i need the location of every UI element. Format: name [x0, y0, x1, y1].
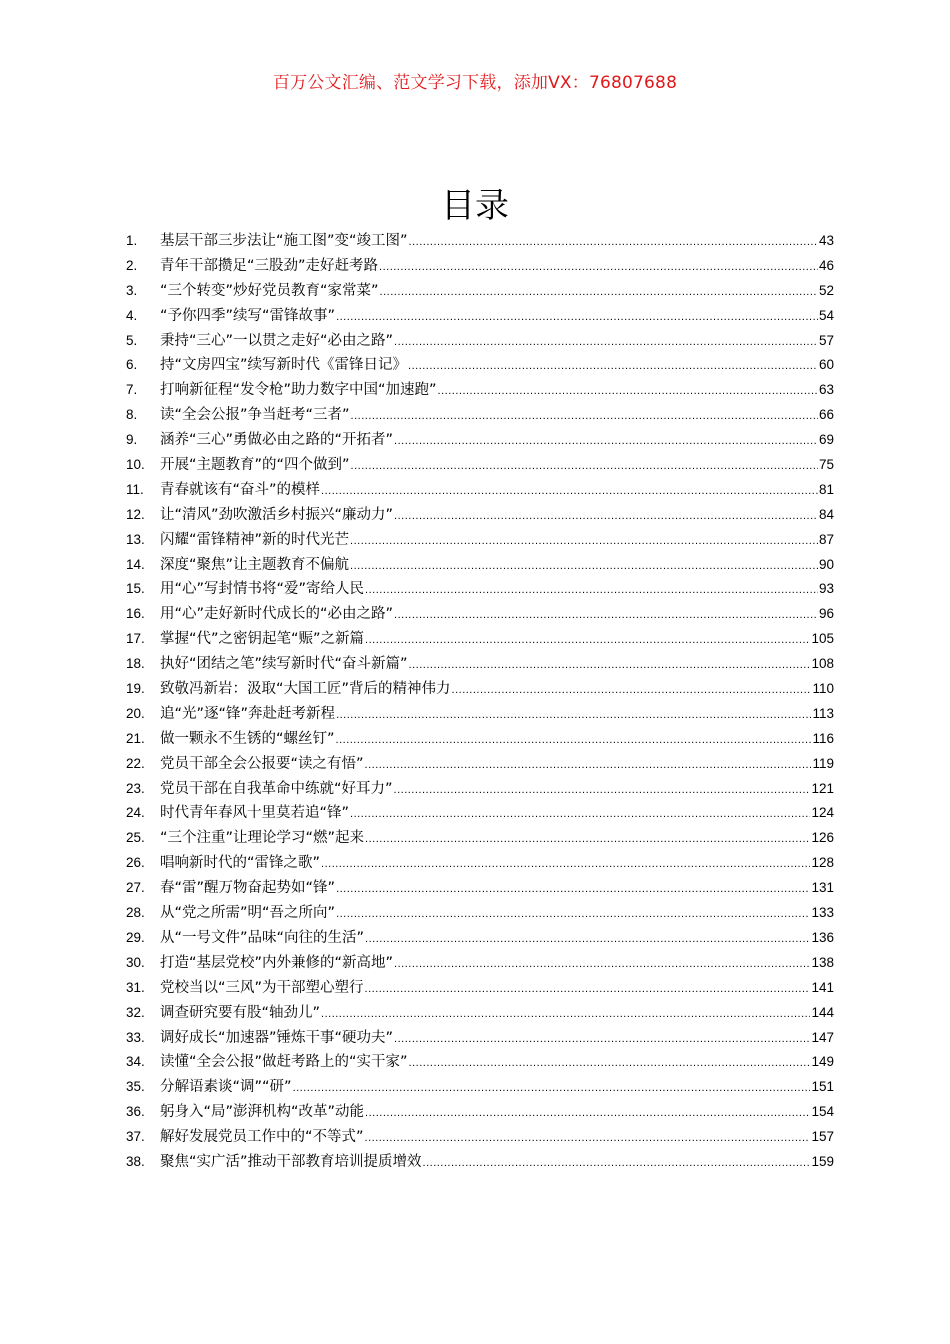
toc-entry-page-number[interactable]: 119 [812, 755, 834, 771]
toc-entry-title[interactable]: 党校当以“三风”为干部塑心塑行 [160, 979, 364, 996]
header-watermark-note: 百万公文汇编、范文学习下载，添加VX：76807688 [272, 73, 678, 93]
toc-dot-leader [394, 609, 818, 621]
toc-dot-leader [379, 261, 818, 273]
toc-entry-title[interactable]: 让“清风”劲吹激活乡村振兴“廉动力” [160, 506, 394, 523]
toc-entry[interactable] [126, 428, 834, 453]
toc-entry-number: 4. [126, 307, 138, 323]
toc-entry-title[interactable]: 唱响新时代的“雷锋之歌” [160, 855, 321, 872]
toc-entry[interactable] [126, 627, 834, 652]
toc-entry-number: 10. [126, 457, 145, 473]
toc-entry[interactable] [126, 528, 834, 553]
toc-entry-page-number[interactable]: 141 [811, 979, 834, 995]
toc-dot-leader [380, 286, 818, 298]
toc-entry-page-number[interactable]: 124 [811, 805, 834, 821]
toc-entry-number: 6. [126, 357, 138, 373]
toc-entry[interactable] [126, 229, 834, 254]
toc-entry-number: 22. [126, 755, 145, 771]
toc-entry-number: 19. [126, 681, 145, 697]
toc-dot-leader [394, 435, 818, 447]
toc-entry[interactable] [126, 1100, 834, 1125]
toc-entry-number: 8. [126, 407, 138, 423]
toc-entry-title[interactable]: 调查研究要有股“轴劲儿” [160, 1004, 321, 1021]
toc-entry-title[interactable]: 党员干部全会公报要“读之有悟” [160, 755, 364, 772]
toc-entry-number: 20. [126, 705, 145, 721]
toc-entry[interactable] [126, 876, 834, 901]
toc-entry-number: 28. [126, 905, 145, 921]
toc-entry-page-number[interactable]: 154 [811, 1104, 834, 1120]
toc-entry-number: 11. [126, 481, 144, 497]
toc-entry[interactable] [126, 329, 834, 354]
toc-entry-title[interactable]: 从“党之所需”明“吾之所向” [160, 905, 336, 922]
toc-dot-leader [409, 236, 818, 248]
toc-entry-page-number[interactable]: 138 [811, 954, 834, 970]
toc-entry-page-number[interactable]: 159 [811, 1153, 834, 1169]
toc-entry-number: 33. [126, 1029, 145, 1045]
toc-entry-number: 35. [126, 1079, 145, 1095]
toc-entry-number: 18. [126, 656, 145, 672]
toc-entry-number: 7. [126, 382, 138, 398]
toc-entry-number: 2. [126, 257, 138, 273]
toc-dot-leader [336, 883, 810, 895]
toc-entry[interactable] [126, 677, 834, 702]
toc-entry-page-number[interactable]: 54 [818, 307, 834, 323]
toc-entry[interactable] [126, 403, 834, 428]
toc-entry-title[interactable]: 掌握“代”之密钥起笔“赈”之新篇 [160, 631, 365, 648]
toc-entry-number: 37. [126, 1129, 145, 1145]
toc-entry-page-number[interactable]: 105 [811, 631, 834, 647]
toc-entry-page-number[interactable]: 157 [811, 1129, 834, 1145]
toc-entry-page-number[interactable]: 149 [811, 1054, 834, 1070]
toc-entry-number: 38. [126, 1153, 145, 1169]
toc-entry[interactable] [126, 976, 834, 1001]
toc-entry-page-number[interactable]: 126 [811, 830, 834, 846]
toc-entry-page-number[interactable]: 57 [818, 332, 834, 348]
toc-entry-page-number[interactable]: 131 [811, 880, 834, 896]
toc-entry-title[interactable]: “三个转变”炒好党员教育“家常菜” [160, 282, 379, 299]
toc-entry-title[interactable]: 调好成长“加速器”锤炼干事“硬功夫” [160, 1029, 394, 1046]
toc-entry-number: 12. [126, 506, 145, 522]
toc-entry-page-number[interactable]: 63 [818, 382, 834, 398]
toc-entry-page-number[interactable]: 84 [818, 506, 834, 522]
toc-dot-leader [409, 659, 811, 671]
toc-entry-page-number[interactable]: 75 [818, 457, 834, 473]
toc-entry[interactable] [126, 951, 834, 976]
toc-dot-leader [394, 958, 810, 970]
toc-list [126, 229, 834, 1175]
toc-entry[interactable] [126, 777, 834, 802]
toc-entry-page-number[interactable]: 133 [811, 905, 834, 921]
toc-entry-number: 36. [126, 1104, 145, 1120]
toc-dot-leader [408, 360, 818, 372]
toc-entry-title[interactable]: 春“雷”醒万物奋起势如“锋” [160, 880, 336, 897]
toc-entry[interactable] [126, 1075, 834, 1100]
toc-entry-title[interactable]: 用“心”走好新时代成长的“必由之路” [160, 606, 394, 623]
toc-entry[interactable] [126, 478, 834, 503]
toc-entry-number: 3. [126, 282, 138, 298]
toc-entry-title[interactable]: 用“心”写封情书将“爱”寄给人民 [160, 581, 365, 598]
toc-entry[interactable] [126, 353, 834, 378]
toc-entry-title[interactable]: 持“文房四宝”续写新时代《雷锋日记》 [160, 357, 408, 374]
toc-dot-leader [365, 1132, 811, 1144]
toc-dot-leader [336, 311, 818, 323]
toc-entry-page-number[interactable]: 108 [811, 656, 834, 672]
toc-entry-number: 34. [126, 1054, 145, 1070]
toc-entry-title[interactable]: 读“全会公报”争当赶考“三者” [160, 407, 350, 424]
toc-entry-title[interactable]: 深度“聚焦”让主题教育不偏航 [160, 556, 350, 573]
toc-entry-number: 5. [126, 332, 138, 348]
toc-entry[interactable] [126, 602, 834, 627]
toc-dot-leader [394, 510, 818, 522]
toc-entry-page-number[interactable]: 113 [812, 705, 834, 721]
toc-entry-title[interactable]: 解好发展党员工作中的“不等式” [160, 1129, 364, 1146]
toc-dot-leader [365, 634, 810, 646]
toc-entry[interactable] [126, 926, 834, 951]
toc-entry[interactable] [126, 577, 834, 602]
toc-dot-leader [365, 933, 810, 945]
toc-entry-title[interactable]: 时代青年春风十里莫若追“锋” [160, 805, 350, 822]
toc-entry-title[interactable]: 打响新征程“发令枪”助力数字中国“加速跑” [160, 382, 437, 399]
toc-dot-leader [336, 734, 812, 746]
toc-entry-number: 13. [126, 531, 145, 547]
toc-entry-page-number[interactable]: 147 [811, 1029, 834, 1045]
toc-dot-leader [293, 1082, 811, 1094]
toc-dot-leader [438, 385, 818, 397]
toc-entry[interactable] [126, 304, 834, 329]
toc-dot-leader [351, 460, 818, 472]
toc-entry[interactable] [126, 702, 834, 727]
toc-dot-leader [365, 1107, 810, 1119]
toc-dot-leader [365, 759, 812, 771]
toc-entry-page-number[interactable]: 90 [818, 556, 834, 572]
toc-entry[interactable] [126, 553, 834, 578]
toc-dot-leader [452, 684, 812, 696]
toc-entry[interactable] [126, 652, 834, 677]
toc-entry[interactable] [126, 851, 834, 876]
toc-dot-leader [423, 1157, 811, 1169]
toc-dot-leader [336, 908, 810, 920]
toc-entry-page-number[interactable]: 52 [818, 282, 834, 298]
toc-entry-number: 9. [126, 432, 138, 448]
toc-entry-number: 25. [126, 830, 145, 846]
toc-entry-title[interactable]: 涵养“三心”勇做必由之路的“开拓者” [160, 432, 394, 449]
toc-dot-leader [350, 560, 818, 572]
toc-entry-page-number[interactable]: 96 [818, 606, 834, 622]
toc-dot-leader [365, 833, 810, 845]
toc-entry[interactable] [126, 1125, 834, 1150]
toc-entry-title[interactable]: 党员干部在自我革命中练就“好耳力” [160, 780, 393, 797]
toc-entry-number: 15. [126, 581, 145, 597]
toc-entry-page-number[interactable]: 87 [818, 531, 834, 547]
toc-entry-number: 14. [126, 556, 145, 572]
toc-entry[interactable] [126, 1026, 834, 1051]
toc-entry-page-number[interactable]: 116 [812, 730, 834, 746]
toc-entry-title[interactable]: 追“光”逐“锋”奔赴赶考新程 [160, 705, 336, 722]
toc-entry-title[interactable]: 基层干部三步法让“施工图”变“竣工图” [160, 233, 408, 249]
toc-entry[interactable] [126, 1050, 834, 1075]
toc-dot-leader [336, 709, 811, 721]
toc-entry[interactable] [126, 801, 834, 826]
toc-entry-page-number[interactable]: 93 [818, 581, 834, 597]
toc-dot-leader [365, 983, 811, 995]
toc-entry[interactable] [126, 279, 834, 304]
toc-entry-title[interactable]: 致敬冯新岩：汲取“大国工匠”背后的精神伟力 [160, 681, 451, 698]
toc-entry-title[interactable]: 青春就该有“奋斗”的模样 [160, 481, 321, 498]
toc-entry-title[interactable]: 分解语素谈“调”“研” [160, 1079, 292, 1096]
toc-dot-leader [394, 784, 811, 796]
toc-entry-title[interactable]: 读懂“全会公报”做赶考路上的“实干家” [160, 1054, 408, 1071]
toc-entry-number: 16. [126, 606, 145, 622]
toc-dot-leader [350, 808, 810, 820]
toc-dot-leader [394, 336, 818, 348]
toc-entry-page-number[interactable]: 144 [811, 1004, 834, 1020]
toc-entry-title[interactable]: 开展“主题教育”的“四个做到” [160, 457, 350, 474]
toc-entry-page-number[interactable]: 69 [818, 432, 834, 448]
toc-entry[interactable] [126, 752, 834, 777]
toc-entry-number: 26. [126, 855, 145, 871]
toc-entry-page-number[interactable]: 46 [818, 257, 834, 273]
toc-entry-number: 32. [126, 1004, 145, 1020]
toc-entry[interactable] [126, 254, 834, 279]
toc-entry-title[interactable]: 从“一号文件”品味“向往的生活” [160, 929, 365, 946]
toc-dot-leader [365, 584, 818, 596]
toc-entry[interactable] [126, 503, 834, 528]
toc-entry-title[interactable]: “三个注重”让理论学习“燃”起来 [160, 830, 365, 847]
toc-entry[interactable] [126, 1001, 834, 1026]
toc-entry-page-number[interactable]: 81 [818, 481, 834, 497]
toc-entry-number: 1. [126, 233, 138, 248]
toc-dot-leader [321, 485, 818, 497]
toc-entry-page-number[interactable]: 60 [818, 357, 834, 373]
toc-entry[interactable] [126, 901, 834, 926]
toc-dot-leader [409, 1057, 811, 1069]
toc-entry[interactable] [126, 378, 834, 403]
toc-entry-number: 23. [126, 780, 145, 796]
toc-dot-leader [321, 1008, 810, 1020]
toc-entry[interactable] [126, 826, 834, 851]
toc-entry-title[interactable]: 闪耀“雷锋精神”新的时代光芒 [160, 531, 350, 548]
toc-entry-page-number[interactable]: 121 [811, 780, 834, 796]
toc-entry-title[interactable]: 打造“基层党校”内外兼修的“新高地” [160, 954, 394, 971]
toc-entry-number: 29. [126, 929, 145, 945]
toc-entry[interactable] [126, 727, 834, 752]
toc-dot-leader [351, 410, 818, 422]
toc-entry-page-number[interactable]: 110 [812, 681, 834, 697]
toc-entry-title[interactable]: “予你四季”续写“雷锋故事” [160, 307, 336, 324]
toc-entry-page-number[interactable]: 151 [811, 1079, 834, 1095]
toc-entry-number: 31. [126, 979, 145, 995]
toc-entry-page-number[interactable]: 136 [811, 929, 834, 945]
toc-entry-number: 30. [126, 954, 145, 970]
toc-entry-number: 24. [126, 805, 145, 821]
toc-entry[interactable] [126, 453, 834, 478]
toc-dot-leader [350, 535, 818, 547]
toc-entry-number: 27. [126, 880, 145, 896]
toc-entry-title[interactable]: 青年干部攒足“三股劲”走好赶考路 [160, 257, 379, 274]
toc-entry-number: 17. [126, 631, 145, 647]
toc-entry-page-number[interactable]: 66 [818, 407, 834, 423]
toc-dot-leader [394, 1033, 810, 1045]
toc-entry-page-number[interactable]: 43 [818, 233, 834, 248]
toc-entry[interactable] [126, 1150, 834, 1175]
toc-entry-page-number[interactable]: 128 [811, 855, 834, 871]
toc-entry-number: 21. [126, 730, 145, 746]
toc-entry-title[interactable]: 做一颗永不生锈的“螺丝钉” [160, 730, 335, 747]
toc-entry-title[interactable]: 秉持“三心”一以贯之走好“必由之路” [160, 332, 394, 349]
toc-title: 目录 [441, 186, 509, 226]
toc-entry-title[interactable]: 聚焦“实广活”推动干部教育培训提质增效 [160, 1153, 422, 1170]
toc-dot-leader [321, 858, 810, 870]
toc-entry-title[interactable]: 执好“团结之笔”续写新时代“奋斗新篇” [160, 656, 408, 673]
toc-entry-title[interactable]: 躬身入“局”澎湃机构“改革”动能 [160, 1104, 365, 1121]
